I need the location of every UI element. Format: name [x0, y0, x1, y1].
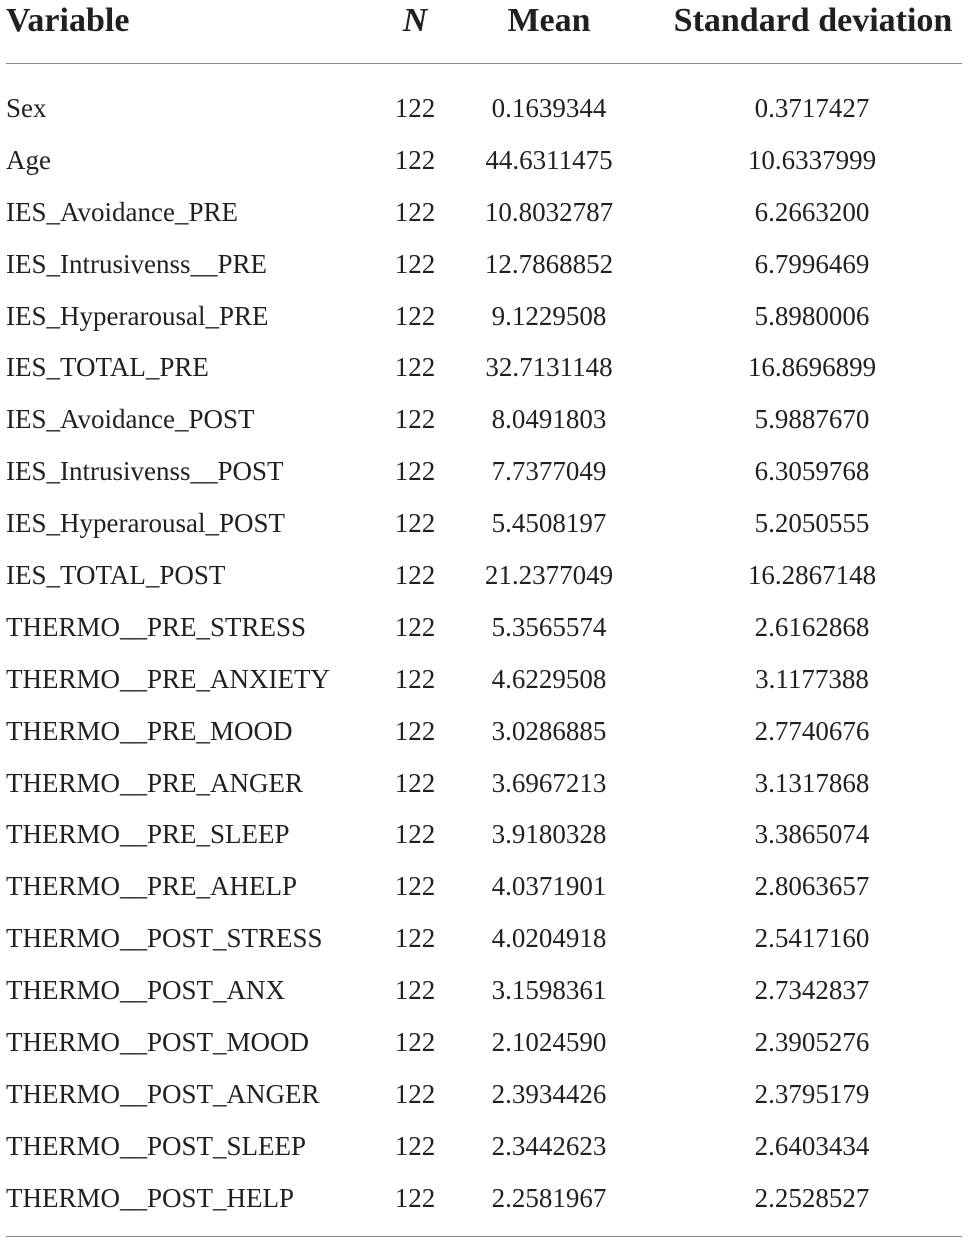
cell-standard-deviation: 2.5417160 — [754, 923, 870, 954]
cell-variable: Sex — [6, 93, 47, 123]
cell-standard-deviation: 2.6403434 — [754, 1130, 870, 1161]
cell-standard-deviation: 2.6162868 — [754, 611, 870, 642]
cell-n: 122 — [394, 923, 436, 954]
cell-standard-deviation: 3.1177388 — [755, 663, 869, 694]
cell-variable: THERMO__PRE_SLEEP — [6, 819, 290, 850]
header-mean: Mean — [507, 2, 591, 39]
cell-standard-deviation: 3.3865074 — [754, 819, 870, 850]
cell-mean: 2.3934426 — [491, 1078, 607, 1109]
cell-standard-deviation: 6.7996469 — [754, 248, 870, 279]
cell-mean: 3.1598361 — [491, 975, 607, 1006]
table-row — [0, 393, 968, 445]
cell-n: 122 — [394, 248, 436, 279]
cell-standard-deviation: 5.2050555 — [754, 508, 870, 539]
table-row — [0, 445, 968, 497]
header-variable: Variable — [6, 2, 130, 39]
table-row — [0, 290, 968, 342]
cell-mean: 4.0371901 — [491, 871, 607, 902]
cell-mean: 4.6229508 — [491, 663, 607, 694]
table-row — [0, 653, 968, 705]
table-header — [0, 0, 968, 42]
table-row — [0, 497, 968, 549]
table-row — [0, 549, 968, 601]
table-row — [0, 1172, 968, 1224]
cell-n: 122 — [394, 300, 436, 331]
cell-mean: 5.4508197 — [491, 508, 607, 539]
cell-n: 122 — [394, 352, 436, 383]
cell-n: 122 — [394, 767, 436, 798]
cell-standard-deviation: 2.2528527 — [754, 1182, 870, 1213]
cell-n: 122 — [394, 975, 436, 1006]
cell-n: 122 — [394, 560, 436, 591]
cell-mean: 2.3442623 — [491, 1130, 607, 1161]
table-row — [0, 705, 968, 757]
table-row — [0, 82, 968, 134]
cell-mean: 32.7131148 — [485, 352, 613, 383]
cell-mean: 10.8032787 — [484, 196, 614, 227]
cell-standard-deviation: 5.8980006 — [754, 300, 870, 331]
cell-standard-deviation: 16.8696899 — [747, 352, 877, 383]
cell-mean: 5.3565574 — [491, 611, 607, 642]
cell-variable: IES_Intrusivenss__PRE — [6, 248, 268, 279]
cell-standard-deviation: 0.3717427 — [754, 93, 870, 123]
table-row — [0, 1120, 968, 1172]
cell-variable: THERMO__PRE_ANGER — [6, 767, 304, 798]
cell-standard-deviation: 5.9887670 — [754, 404, 870, 435]
cell-n: 122 — [394, 1078, 436, 1109]
cell-variable: IES_TOTAL_POST — [6, 560, 226, 591]
cell-variable: IES_Avoidance_PRE — [6, 196, 238, 227]
table-row — [0, 1068, 968, 1120]
cell-n: 122 — [394, 1130, 436, 1161]
cell-n: 122 — [394, 819, 436, 850]
cell-mean: 3.9180328 — [491, 819, 607, 850]
cell-standard-deviation: 2.3905276 — [754, 1027, 870, 1058]
cell-mean: 8.0491803 — [491, 404, 607, 435]
cell-standard-deviation: 2.8063657 — [754, 871, 870, 902]
cell-mean: 2.1024590 — [491, 1027, 607, 1058]
table-row — [0, 964, 968, 1016]
table-row — [0, 601, 968, 653]
cell-variable: THERMO__POST_SLEEP — [6, 1130, 307, 1161]
cell-variable: THERMO__POST_ANX — [6, 975, 286, 1006]
cell-variable: IES_Intrusivenss__POST — [6, 456, 284, 487]
cell-mean: 12.7868852 — [484, 248, 614, 279]
cell-n: 122 — [394, 611, 436, 642]
cell-variable: Age — [6, 144, 51, 175]
table-row — [0, 134, 968, 186]
header-standard-deviation: Standard deviation — [673, 2, 953, 39]
cell-standard-deviation: 16.2867148 — [747, 560, 877, 591]
cell-standard-deviation: 2.3795179 — [754, 1078, 870, 1109]
cell-variable: THERMO__PRE_ANXIETY — [6, 663, 330, 694]
cell-mean: 3.6967213 — [491, 767, 607, 798]
cell-n: 122 — [394, 715, 436, 746]
cell-standard-deviation: 2.7740676 — [754, 715, 870, 746]
cell-variable: THERMO__POST_HELP — [6, 1182, 295, 1213]
table-row — [0, 912, 968, 964]
cell-n: 122 — [394, 404, 436, 435]
cell-variable: THERMO__PRE_AHELP — [6, 871, 298, 902]
cell-mean: 3.0286885 — [491, 715, 607, 746]
cell-mean: 4.0204918 — [491, 923, 607, 954]
cell-n: 122 — [394, 144, 436, 175]
cell-variable: THERMO__PRE_STRESS — [6, 611, 307, 642]
cell-standard-deviation: 6.2663200 — [754, 196, 870, 227]
table-body — [0, 82, 968, 1224]
cell-variable: THERMO__POST_MOOD — [6, 1027, 310, 1058]
cell-variable: IES_TOTAL_PRE — [6, 352, 209, 383]
header-n: N — [402, 2, 428, 39]
cell-n: 122 — [394, 871, 436, 902]
cell-mean: 44.6311475 — [485, 144, 613, 175]
cell-n: 122 — [394, 93, 436, 123]
cell-standard-deviation: 6.3059768 — [754, 456, 870, 487]
cell-variable: IES_Hyperarousal_PRE — [6, 300, 269, 331]
cell-standard-deviation: 2.7342837 — [754, 975, 870, 1006]
cell-n: 122 — [394, 456, 436, 487]
cell-variable: THERMO__POST_STRESS — [6, 923, 323, 954]
cell-n: 122 — [394, 1027, 436, 1058]
cell-n: 122 — [394, 508, 436, 539]
cell-mean: 0.1639344 — [491, 93, 607, 123]
table-row — [0, 860, 968, 912]
table-row — [0, 186, 968, 238]
cell-n: 122 — [394, 1182, 436, 1213]
cell-n: 122 — [394, 196, 436, 227]
cell-standard-deviation: 3.1317868 — [754, 767, 870, 798]
cell-mean: 21.2377049 — [484, 560, 614, 591]
table-row — [0, 341, 968, 393]
table-row — [0, 757, 968, 809]
table-row — [0, 1016, 968, 1068]
cell-n: 122 — [394, 663, 436, 694]
table-row — [0, 238, 968, 290]
cell-variable: THERMO__POST_ANGER — [6, 1078, 320, 1109]
cell-variable: IES_Avoidance_POST — [6, 404, 255, 435]
cell-standard-deviation: 10.6337999 — [747, 144, 877, 175]
cell-mean: 9.1229508 — [491, 300, 607, 331]
cell-variable: THERMO__PRE_MOOD — [6, 715, 293, 746]
cell-mean: 2.2581967 — [491, 1182, 607, 1213]
cell-mean: 7.7377049 — [491, 456, 607, 487]
table-row — [0, 808, 968, 860]
table-bottom-rule — [6, 1236, 962, 1237]
cell-variable: IES_Hyperarousal_POST — [6, 508, 285, 539]
header-divider — [6, 63, 962, 64]
